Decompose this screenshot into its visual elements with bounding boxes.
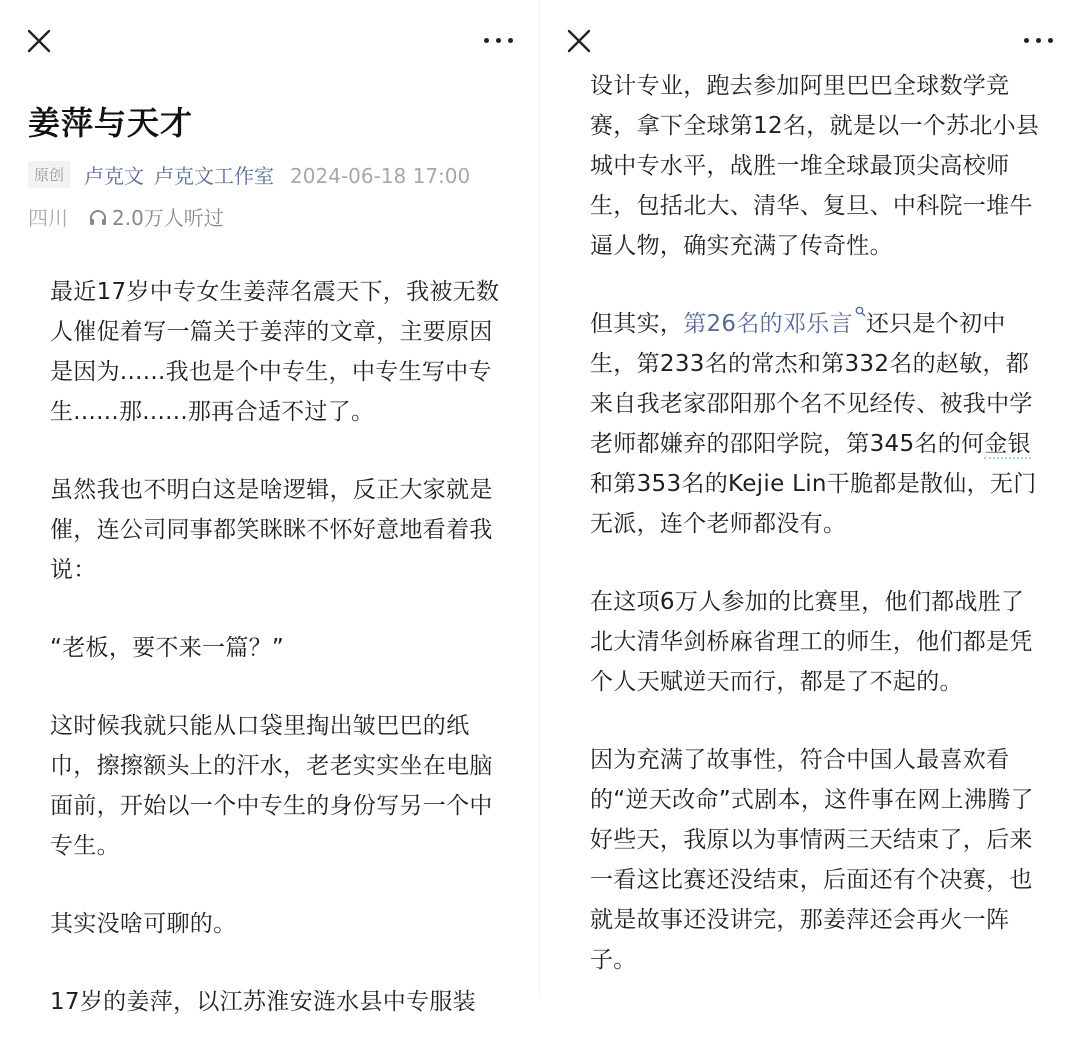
left-article-panel xyxy=(0,0,540,1015)
close-icon[interactable] xyxy=(26,28,52,54)
paragraph: 虽然我也不明白这是啥逻辑，反正大家就是催，连公司同事都笑眯眯不怀好意地看着我说： xyxy=(50,477,493,583)
paragraph xyxy=(590,304,1040,544)
article-title: 姜萍与天才 xyxy=(28,104,194,142)
original-badge: 原创 xyxy=(28,161,70,188)
paragraph: 17岁的姜萍，以江苏淮安涟水县中专服装 xyxy=(50,989,476,1015)
paragraph: 这时候我就只能从口袋里掏出皱巴巴的纸巾，擦擦额头上的汗水，老老实实坐在电脑面前，开始以一个中专生的身份写另一个中专生。 xyxy=(50,713,493,859)
listen-count: 2.0万人听过 xyxy=(112,206,224,230)
paragraph: 在这项6万人参加的比赛里，他们都战胜了北大清华剑桥麻省理工的师生，他们都是凭个人天赋逆天而行，都是了不起的。 xyxy=(590,589,1033,695)
search-link[interactable] xyxy=(683,311,866,337)
more-options-icon[interactable] xyxy=(484,30,514,50)
text-span: 还只是个初中生，第233名的常杰和第332名的赵敏，都来自我老家邵阳那个名不见经传、被我中学老师都嫌弃的邵阳学院，第345名的何 xyxy=(590,311,1033,457)
more-options-icon[interactable] xyxy=(1024,30,1054,50)
right-article-panel xyxy=(540,0,1080,997)
account-link[interactable]: 卢克文工作室 xyxy=(154,164,275,188)
paragraph: 因为充满了故事性，符合中国人最喜欢看的“逆天改命”式剧本，这件事在网上沸腾了好些天，我原以为事情两三天结束了，后来一看这比赛还没结束，后面还有个决赛，也就是故事还没讲完，那姜萍还会再火一阵子。 xyxy=(590,747,1034,973)
close-icon[interactable] xyxy=(566,28,592,54)
publish-date: 2024-06-18 17:00 xyxy=(290,164,471,188)
top-bar xyxy=(0,0,540,72)
headphones-icon xyxy=(88,208,108,228)
paragraph: 设计专业，跑去参加阿里巴巴全球数学竞赛，拿下全球第12名，就是以一个苏北小县城中专水平，战胜一堆全球最顶尖高校师生，包括北大、清华、复旦、中科院一堆牛逼人物，确实充满了传奇性。 xyxy=(590,73,1040,259)
listen-button[interactable] xyxy=(88,206,224,230)
text-span: 但其实， xyxy=(590,311,684,337)
text-span: 和第353名的Kejie Lin干脆都是散仙，无门无派，连个老师都没有。 xyxy=(590,471,1037,537)
meta-row xyxy=(28,160,470,189)
meta-row-2 xyxy=(28,202,224,231)
paragraph: “老板，要不来一篇？” xyxy=(50,635,285,661)
search-icon xyxy=(855,306,866,317)
top-bar xyxy=(540,0,1080,72)
location: 四川 xyxy=(28,206,68,230)
paragraph: 最近17岁中专女生姜萍名震天下，我被无数人催促着写一篇关于姜萍的文章，主要原因是因为......我也是个中专生，中专生写中专生......那......那再合适不过了。 xyxy=(50,279,500,425)
article-body xyxy=(590,66,1040,1018)
link-text: 第26名的邓乐言 xyxy=(683,311,853,337)
underlined-text[interactable]: 金银 xyxy=(984,431,1031,457)
paragraph: 其实没啥可聊的。 xyxy=(50,911,237,937)
author-link[interactable]: 卢克文 xyxy=(84,164,145,188)
article-body xyxy=(50,272,500,1060)
